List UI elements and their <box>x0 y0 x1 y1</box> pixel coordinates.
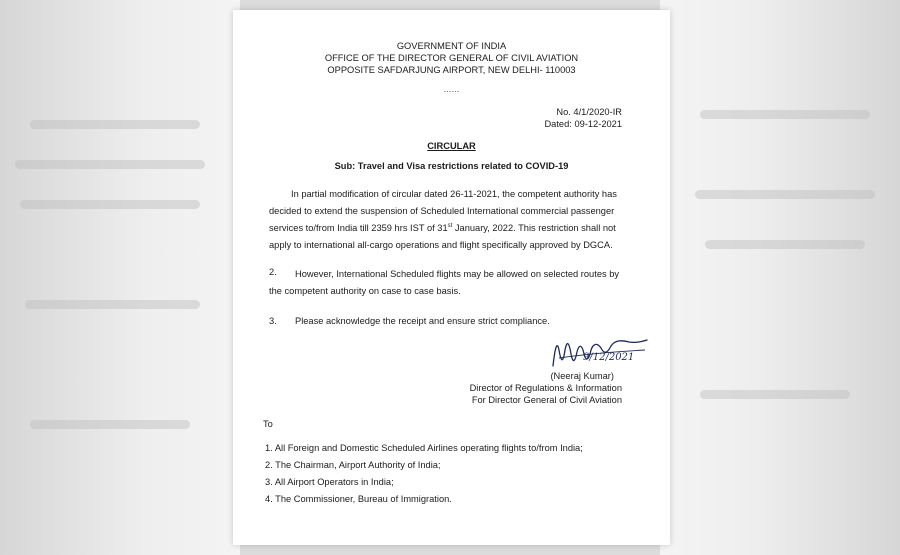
blurred-line <box>700 390 850 399</box>
reference-date: Dated: 09-12-2021 <box>544 119 622 129</box>
circular-title: CIRCULAR <box>427 141 476 151</box>
signatory-designation-1: Director of Regulations & Information <box>469 383 622 393</box>
recipient-item: 1. All Foreign and Domestic Scheduled Airlines operating flights to/from India; <box>265 443 583 453</box>
paragraph-2-number: 2. <box>269 267 277 277</box>
paragraph-3: Please acknowledge the receipt and ensure strict compliance. <box>295 316 550 326</box>
circular-document <box>233 10 670 545</box>
blurred-line <box>700 110 870 119</box>
subject-line: Sub: Travel and Visa restrictions related to COVID-19 <box>334 161 569 171</box>
blurred-background-left <box>0 0 240 555</box>
paragraph-2: However, International Scheduled flights may be allowed on selected routes by the competent authority on case to case basis. <box>269 269 620 296</box>
blurred-line <box>695 190 875 199</box>
blurred-line <box>15 160 205 169</box>
blurred-line <box>25 300 200 309</box>
paragraph-1-text: In partial modification of circular dated 26-11-2021, the competent authority has decided to extend the suspension of Scheduled International commercial passenger services to/from India till 2359 hrs IST of 31 <box>269 189 617 233</box>
recipient-item: 4. The Commissioner, Bureau of Immigration. <box>265 494 452 504</box>
handwritten-signature <box>549 328 659 374</box>
recipients-heading: To <box>263 419 273 429</box>
letterhead-separator: …… <box>443 85 460 94</box>
recipient-item: 3. All Airport Operators in India; <box>265 477 394 487</box>
blurred-line <box>705 240 865 249</box>
blurred-line <box>30 120 200 129</box>
signatory-name: (Neeraj Kumar) <box>550 371 614 381</box>
paragraph-1 <box>269 186 624 254</box>
signatory-designation-2: For Director General of Civil Aviation <box>471 395 622 405</box>
letterhead-line-1: GOVERNMENT OF INDIA <box>396 41 507 51</box>
signature-date: 9/12/2021 <box>583 352 635 363</box>
blurred-line <box>30 420 190 429</box>
paragraph-3-number: 3. <box>269 316 277 326</box>
paragraph-1-superscript: st <box>447 222 453 229</box>
blurred-background-right <box>660 0 900 555</box>
blurred-line <box>20 200 200 209</box>
letterhead-line-3: OPPOSITE SAFDARJUNG AIRPORT, NEW DELHI- 110003 <box>327 65 576 75</box>
letterhead-line-2: OFFICE OF THE DIRECTOR GENERAL OF CIVIL AVIATION <box>324 53 579 63</box>
paragraph-1-text-end: January, 2022. This restriction shall not apply to international all-cargo operations and flight specifically approved by DGCA. <box>269 223 616 250</box>
recipient-item: 2. The Chairman, Airport Authority of India; <box>265 460 441 470</box>
reference-number: No. 4/1/2020-IR <box>556 107 622 117</box>
